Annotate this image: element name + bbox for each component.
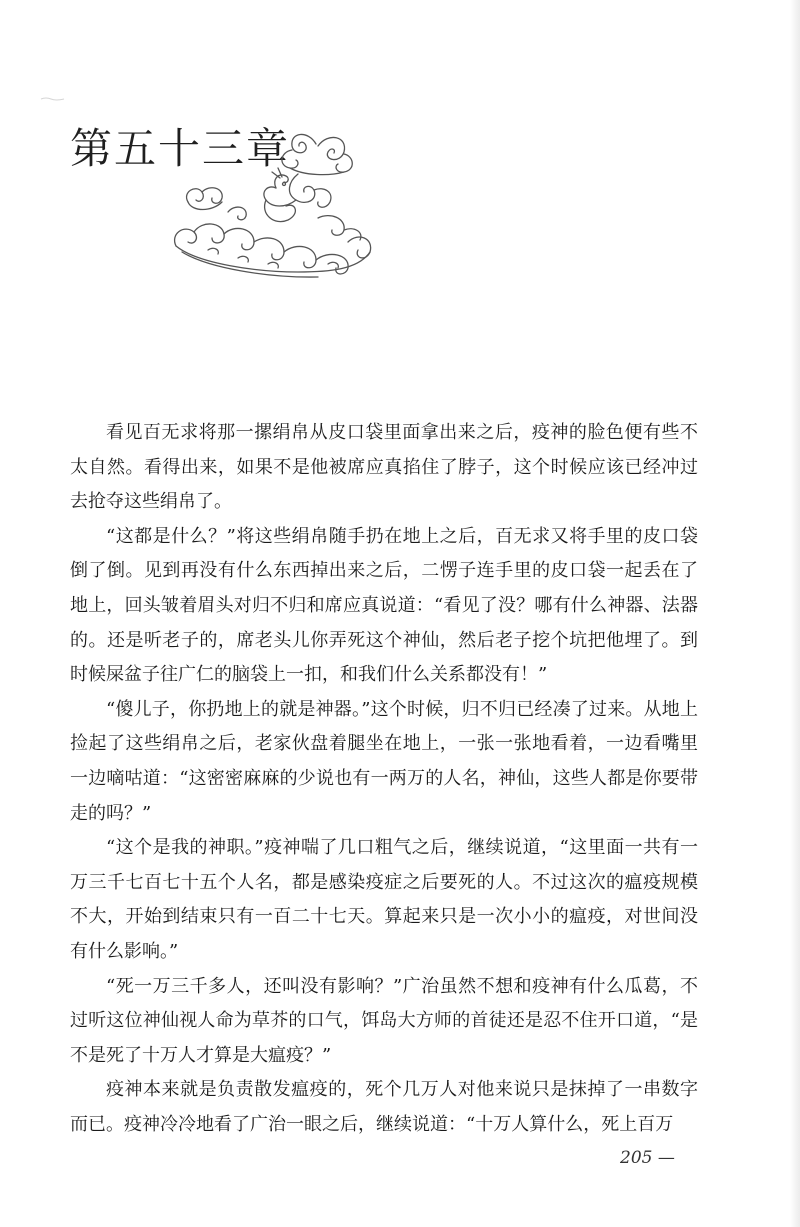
chapter-title: 第五十三章 (70, 124, 291, 173)
paragraph-1: 看见百无求将那一摞绢帛从皮口袋里面拿出来之后，疫神的脸色便有些不太自然。看得出来，如果不是他被席应真掐住了脖子，这个时候应该已经冲过去抢夺这些绢帛了。 (70, 422, 698, 513)
scan-speck (40, 96, 66, 102)
paragraph-3: “傻儿子，你扔地上的就是神器。”这个时候，归不归已经凑了过来。从地上捡起了这些绢帛之后，老家伙盘着腿坐在地上，一张一张地看着，一边看嘴里一边嘀咕道：“这密密麻麻的少说也有一两万的人名，神仙，这些人都是你要带走的吗？” (70, 698, 698, 824)
chapter-body-text (70, 416, 698, 1142)
auspicious-cloud-dragon-ornament (168, 122, 378, 282)
paragraph-6: 疫神本来就是负责散发瘟疫的，死个几万人对他来说只是抹掉了一串数字而已。疫神冷冷地看了广治一眼之后，继续说道：“十万人算什么，死上百万 (70, 1079, 698, 1135)
paragraph-2: “这都是什么？”将这些绢帛随手扔在地上之后，百无求又将手里的皮口袋倒了倒。见到再没有什么东西掉出来之后，二愣子连手里的皮口袋一起丢在了地上，回头皱着眉头对归不归和席应真说道：“看见了没？哪有什么神器、法器的。还是听老子的，席老头儿你弄死这个神仙，然后老子挖个坑把他埋了。到时候屎盆子往广仁的脑袋上一扣，和我们什么关系都没有！” (70, 525, 698, 686)
page-edge-shadow (790, 0, 800, 1227)
paragraph-4: “这个是我的神职。”疫神喘了几口粗气之后，继续说道，“这里面一共有一万三千七百七十五个人名，都是感染疫症之后要死的人。不过这次的瘟疫规模不大，开始到结束只有一百二十七天。算起来只是一次小小的瘟疫，对世间没有什么影响。” (70, 837, 698, 962)
paragraph-5: “死一万三千多人，还叫没有影响？”广治虽然不想和疫神有什么瓜葛，不过听这位神仙视人命为草芥的口气，饵岛大方师的首徒还是忍不住开口道，“是不是死了十万人才算是大瘟疫？” (70, 975, 698, 1066)
page-number: 205 — (620, 1148, 675, 1168)
